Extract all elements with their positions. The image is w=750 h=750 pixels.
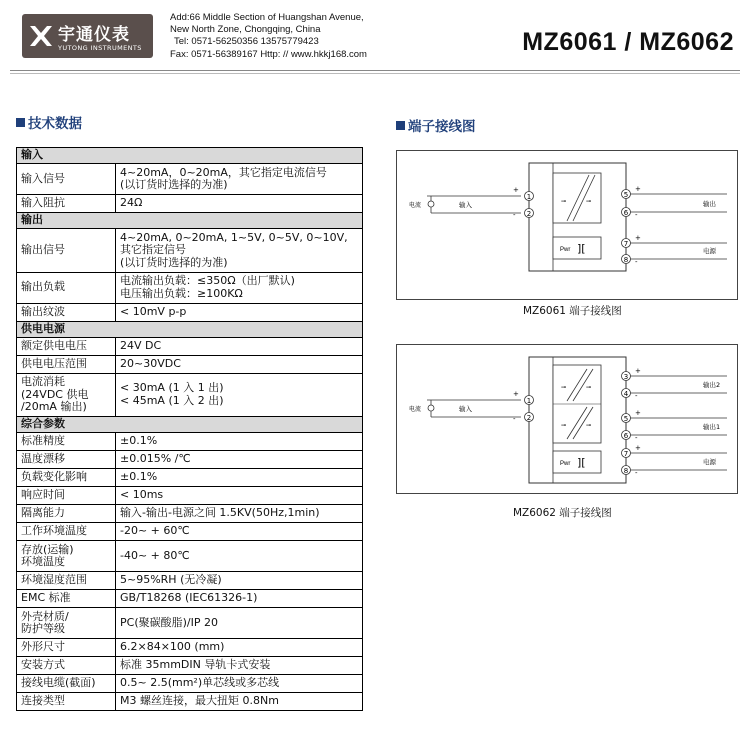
phone-line: Tel: 0571-56250356 13575779423 bbox=[174, 36, 319, 48]
minus-sign: - bbox=[513, 211, 516, 219]
spec-key bbox=[17, 541, 116, 572]
spec-row bbox=[17, 693, 363, 711]
spec-table bbox=[16, 147, 363, 711]
header-divider-thin bbox=[10, 73, 740, 74]
spec-value bbox=[116, 657, 363, 675]
diagram-caption: MZ6062 端子接线图 bbox=[513, 507, 612, 519]
plus-sign: + bbox=[635, 234, 641, 242]
input-label: 输入 bbox=[459, 201, 472, 209]
spec-value-line: ±0.1% bbox=[120, 434, 158, 448]
terminal-8-label: 8 bbox=[623, 466, 629, 475]
spec-value bbox=[116, 469, 363, 487]
spec-row bbox=[17, 337, 363, 355]
spec-group-header bbox=[17, 148, 363, 164]
input-source-label: 电流 bbox=[409, 406, 422, 413]
spec-value-line: -20~ + 60℃ bbox=[120, 524, 190, 538]
spec-value-line: ±0.015% /℃ bbox=[120, 452, 191, 466]
spec-group-header bbox=[17, 213, 363, 229]
spec-value-line: 6.2×84×100 (mm) bbox=[120, 640, 225, 654]
plus-sign: + bbox=[635, 367, 641, 375]
spec-value-line: M3 螺丝连接，最大扭矩 0.8Nm bbox=[120, 694, 279, 708]
spec-key-line: 存放(运输) bbox=[21, 542, 74, 556]
plus-sign: + bbox=[513, 390, 519, 398]
spec-value-line: (以订货时选择的为准) bbox=[120, 255, 228, 269]
spec-key: 输出负载 bbox=[17, 272, 116, 303]
spec-row bbox=[17, 229, 363, 273]
input-source-label: 电流 bbox=[409, 202, 422, 209]
spec-value bbox=[116, 590, 363, 608]
output-arrow: ⊸ bbox=[586, 422, 592, 429]
wiring-diagram-svg bbox=[397, 151, 739, 275]
spec-row bbox=[17, 541, 363, 572]
terminal-7-label: 7 bbox=[623, 239, 629, 248]
spec-value-line: 电压输出负载：≥100KΩ bbox=[120, 286, 243, 300]
minus-sign: - bbox=[635, 258, 638, 266]
power-isolation-symbol: ][ bbox=[577, 456, 586, 469]
spec-key: 温度漂移 bbox=[17, 451, 116, 469]
spec-key: 工作环境温度 bbox=[17, 523, 116, 541]
spec-key: 接线电缆(截面) bbox=[17, 675, 116, 693]
spec-group-label: 综合参数 bbox=[17, 417, 363, 433]
spec-key-line: /20mA 输出) bbox=[21, 400, 87, 413]
terminal-2-label: 2 bbox=[526, 209, 532, 218]
spec-group-label: 输出 bbox=[17, 213, 363, 229]
pwr-label: Pwr bbox=[560, 247, 571, 253]
spec-key-line: (24VDC 供电 bbox=[21, 387, 89, 401]
spec-value bbox=[116, 272, 363, 303]
spec-key: 标准精度 bbox=[17, 433, 116, 451]
spec-key: 输入阻抗 bbox=[17, 195, 116, 213]
output-arrow: ⊸ bbox=[586, 198, 592, 205]
spec-value bbox=[116, 541, 363, 572]
spec-row bbox=[17, 303, 363, 321]
spec-value-line: < 10ms bbox=[120, 488, 164, 502]
terminal-5-label: 5 bbox=[623, 190, 629, 199]
spec-row bbox=[17, 487, 363, 505]
spec-section-title: 技术数据 bbox=[16, 112, 82, 132]
spec-group-label: 供电电源 bbox=[17, 321, 363, 337]
spec-key: 输出信号 bbox=[17, 229, 116, 273]
spec-key: 输入信号 bbox=[17, 164, 116, 195]
spec-value-line: ±0.1% bbox=[120, 470, 158, 484]
spec-row bbox=[17, 675, 363, 693]
spec-row bbox=[17, 657, 363, 675]
spec-value-line: 24V DC bbox=[120, 338, 162, 352]
company-logo bbox=[22, 14, 153, 58]
spec-value bbox=[116, 572, 363, 590]
company-contact bbox=[170, 12, 367, 61]
spec-value bbox=[116, 523, 363, 541]
spec-row bbox=[17, 639, 363, 657]
output-arrow: ⊸ bbox=[586, 384, 592, 391]
address-line: New North Zone, Chongqing, China bbox=[170, 24, 321, 36]
spec-row bbox=[17, 272, 363, 303]
spec-row bbox=[17, 373, 363, 417]
spec-key: 外形尺寸 bbox=[17, 639, 116, 657]
spec-value-line: GB/T18268 (IEC61326-1) bbox=[120, 591, 258, 605]
spec-value bbox=[116, 195, 363, 213]
spec-value-line: 其它指定信号 bbox=[120, 243, 186, 256]
input-arrow: ⊸ bbox=[561, 198, 567, 205]
plus-sign: + bbox=[635, 444, 641, 452]
spec-value bbox=[116, 303, 363, 321]
terminal-6-label: 6 bbox=[623, 431, 629, 440]
spec-value-line: 电流输出负载：≤350Ω（出厂默认) bbox=[120, 274, 295, 287]
minus-sign: - bbox=[635, 469, 638, 477]
spec-value-line: 24Ω bbox=[120, 196, 143, 210]
logo-mark-icon bbox=[28, 23, 54, 49]
header-divider bbox=[10, 70, 740, 71]
spec-key: EMC 标准 bbox=[17, 590, 116, 608]
terminal-2-label: 2 bbox=[526, 413, 532, 422]
spec-row bbox=[17, 469, 363, 487]
section-bullet-icon bbox=[16, 118, 25, 127]
spec-key: 负载变化影响 bbox=[17, 469, 116, 487]
spec-value bbox=[116, 373, 363, 417]
spec-value bbox=[116, 675, 363, 693]
spec-value-line: 0.5~ 2.5(mm²)单芯线或多芯线 bbox=[120, 676, 280, 690]
spec-group-header bbox=[17, 417, 363, 433]
diagram-caption: MZ6061 端子接线图 bbox=[523, 305, 622, 317]
power-isolation-symbol: ][ bbox=[577, 242, 586, 255]
wiring-section-title: 端子接线图 bbox=[396, 115, 476, 135]
spec-value-line: < 10mV p-p bbox=[120, 304, 187, 318]
current-source-icon bbox=[428, 201, 434, 207]
spec-key bbox=[17, 373, 116, 417]
terminal-8-label: 8 bbox=[623, 255, 629, 264]
spec-key: 连接类型 bbox=[17, 693, 116, 711]
spec-value-line: -40~ + 80℃ bbox=[120, 548, 190, 562]
spec-value-line: 5~95%RH (无冷凝) bbox=[120, 573, 222, 587]
input-label: 输入 bbox=[459, 405, 472, 413]
spec-value bbox=[116, 355, 363, 373]
spec-value-line: PC(聚碳酸脂)/IP 20 bbox=[120, 615, 218, 629]
spec-value-line: 4~20mA，0~20mA，其它指定电流信号 bbox=[120, 165, 327, 179]
spec-key: 额定供电电压 bbox=[17, 337, 116, 355]
plus-sign: + bbox=[635, 409, 641, 417]
output1-label: 输出1 bbox=[703, 423, 721, 431]
terminal-1-label: 1 bbox=[526, 396, 532, 405]
logo-english-name: YUTONG INSTRUMENTS bbox=[58, 44, 142, 52]
spec-value bbox=[116, 451, 363, 469]
wiring-diagram-svg bbox=[397, 345, 739, 495]
model-title: MZ6061 / MZ6062 bbox=[522, 28, 734, 56]
spec-key: 环境湿度范围 bbox=[17, 572, 116, 590]
spec-row bbox=[17, 608, 363, 639]
spec-value bbox=[116, 433, 363, 451]
output2-label: 输出2 bbox=[703, 381, 721, 389]
spec-value-line: 标准 35mmDIN 导轨卡式安装 bbox=[120, 658, 271, 672]
spec-value bbox=[116, 487, 363, 505]
spec-value-line: < 45mA (1 入 2 出) bbox=[120, 393, 224, 407]
spec-row bbox=[17, 433, 363, 451]
spec-row bbox=[17, 451, 363, 469]
minus-sign: - bbox=[635, 211, 638, 219]
spec-key-line: 电流消耗 bbox=[21, 375, 65, 388]
spec-key: 输出纹波 bbox=[17, 303, 116, 321]
spec-value-line: 输入-输出-电源之间 1.5KV(50Hz,1min) bbox=[120, 506, 320, 520]
spec-group-header bbox=[17, 321, 363, 337]
terminal-3-label: 3 bbox=[623, 372, 629, 381]
power-label: 电源 bbox=[703, 458, 716, 466]
minus-sign: - bbox=[513, 415, 516, 423]
spec-key: 隔离能力 bbox=[17, 505, 116, 523]
fax-web-line: Fax: 0571-56389167 Http: // www.hkkj168.com bbox=[170, 48, 367, 60]
spec-row bbox=[17, 505, 363, 523]
spec-key: 供电电压范围 bbox=[17, 355, 116, 373]
spec-value bbox=[116, 505, 363, 523]
address-line: Add:66 Middle Section of Huangshan Avenue, bbox=[170, 12, 364, 23]
plus-sign: + bbox=[635, 185, 641, 193]
plus-sign: + bbox=[513, 186, 519, 194]
terminal-6-label: 6 bbox=[623, 208, 629, 217]
spec-value-line: 20~30VDC bbox=[120, 356, 181, 370]
input-arrow: ⊸ bbox=[561, 422, 567, 429]
section-bullet-icon bbox=[396, 121, 405, 130]
wiring-diagram-mz6062 bbox=[396, 344, 738, 494]
spec-row bbox=[17, 164, 363, 195]
spec-key: 安装方式 bbox=[17, 657, 116, 675]
minus-sign: - bbox=[635, 392, 638, 400]
spec-value bbox=[116, 693, 363, 711]
spec-row bbox=[17, 355, 363, 373]
spec-row bbox=[17, 572, 363, 590]
terminal-1-label: 1 bbox=[526, 192, 532, 201]
spec-key bbox=[17, 608, 116, 639]
spec-value-line: 4~20mA, 0~20mA, 1~5V, 0~5V, 0~10V, bbox=[120, 230, 348, 244]
spec-row bbox=[17, 523, 363, 541]
wiring-diagram-mz6061 bbox=[396, 150, 738, 300]
spec-key: 响应时间 bbox=[17, 487, 116, 505]
logo-chinese-name: 宇通仪表 bbox=[58, 25, 130, 45]
current-source-icon bbox=[428, 405, 434, 411]
spec-value bbox=[116, 229, 363, 273]
spec-value-line: (以订货时选择的为准) bbox=[120, 178, 228, 191]
spec-value bbox=[116, 608, 363, 639]
output-label: 输出 bbox=[703, 200, 716, 208]
power-label: 电源 bbox=[703, 247, 716, 255]
spec-key-line: 环境温度 bbox=[21, 555, 65, 568]
input-arrow: ⊸ bbox=[561, 384, 567, 391]
pwr-label: Pwr bbox=[560, 461, 571, 467]
terminal-5-label: 5 bbox=[623, 414, 629, 423]
spec-key-line: 防护等级 bbox=[21, 622, 65, 635]
spec-key-line: 外壳材质/ bbox=[21, 609, 69, 623]
spec-value bbox=[116, 337, 363, 355]
spec-value-line: < 30mA (1 入 1 出) bbox=[120, 381, 224, 395]
minus-sign: - bbox=[635, 434, 638, 442]
spec-row bbox=[17, 590, 363, 608]
terminal-4-label: 4 bbox=[623, 389, 629, 398]
terminal-7-label: 7 bbox=[623, 449, 629, 458]
spec-value bbox=[116, 639, 363, 657]
spec-value bbox=[116, 164, 363, 195]
spec-group-label: 输入 bbox=[17, 148, 363, 164]
spec-row bbox=[17, 195, 363, 213]
